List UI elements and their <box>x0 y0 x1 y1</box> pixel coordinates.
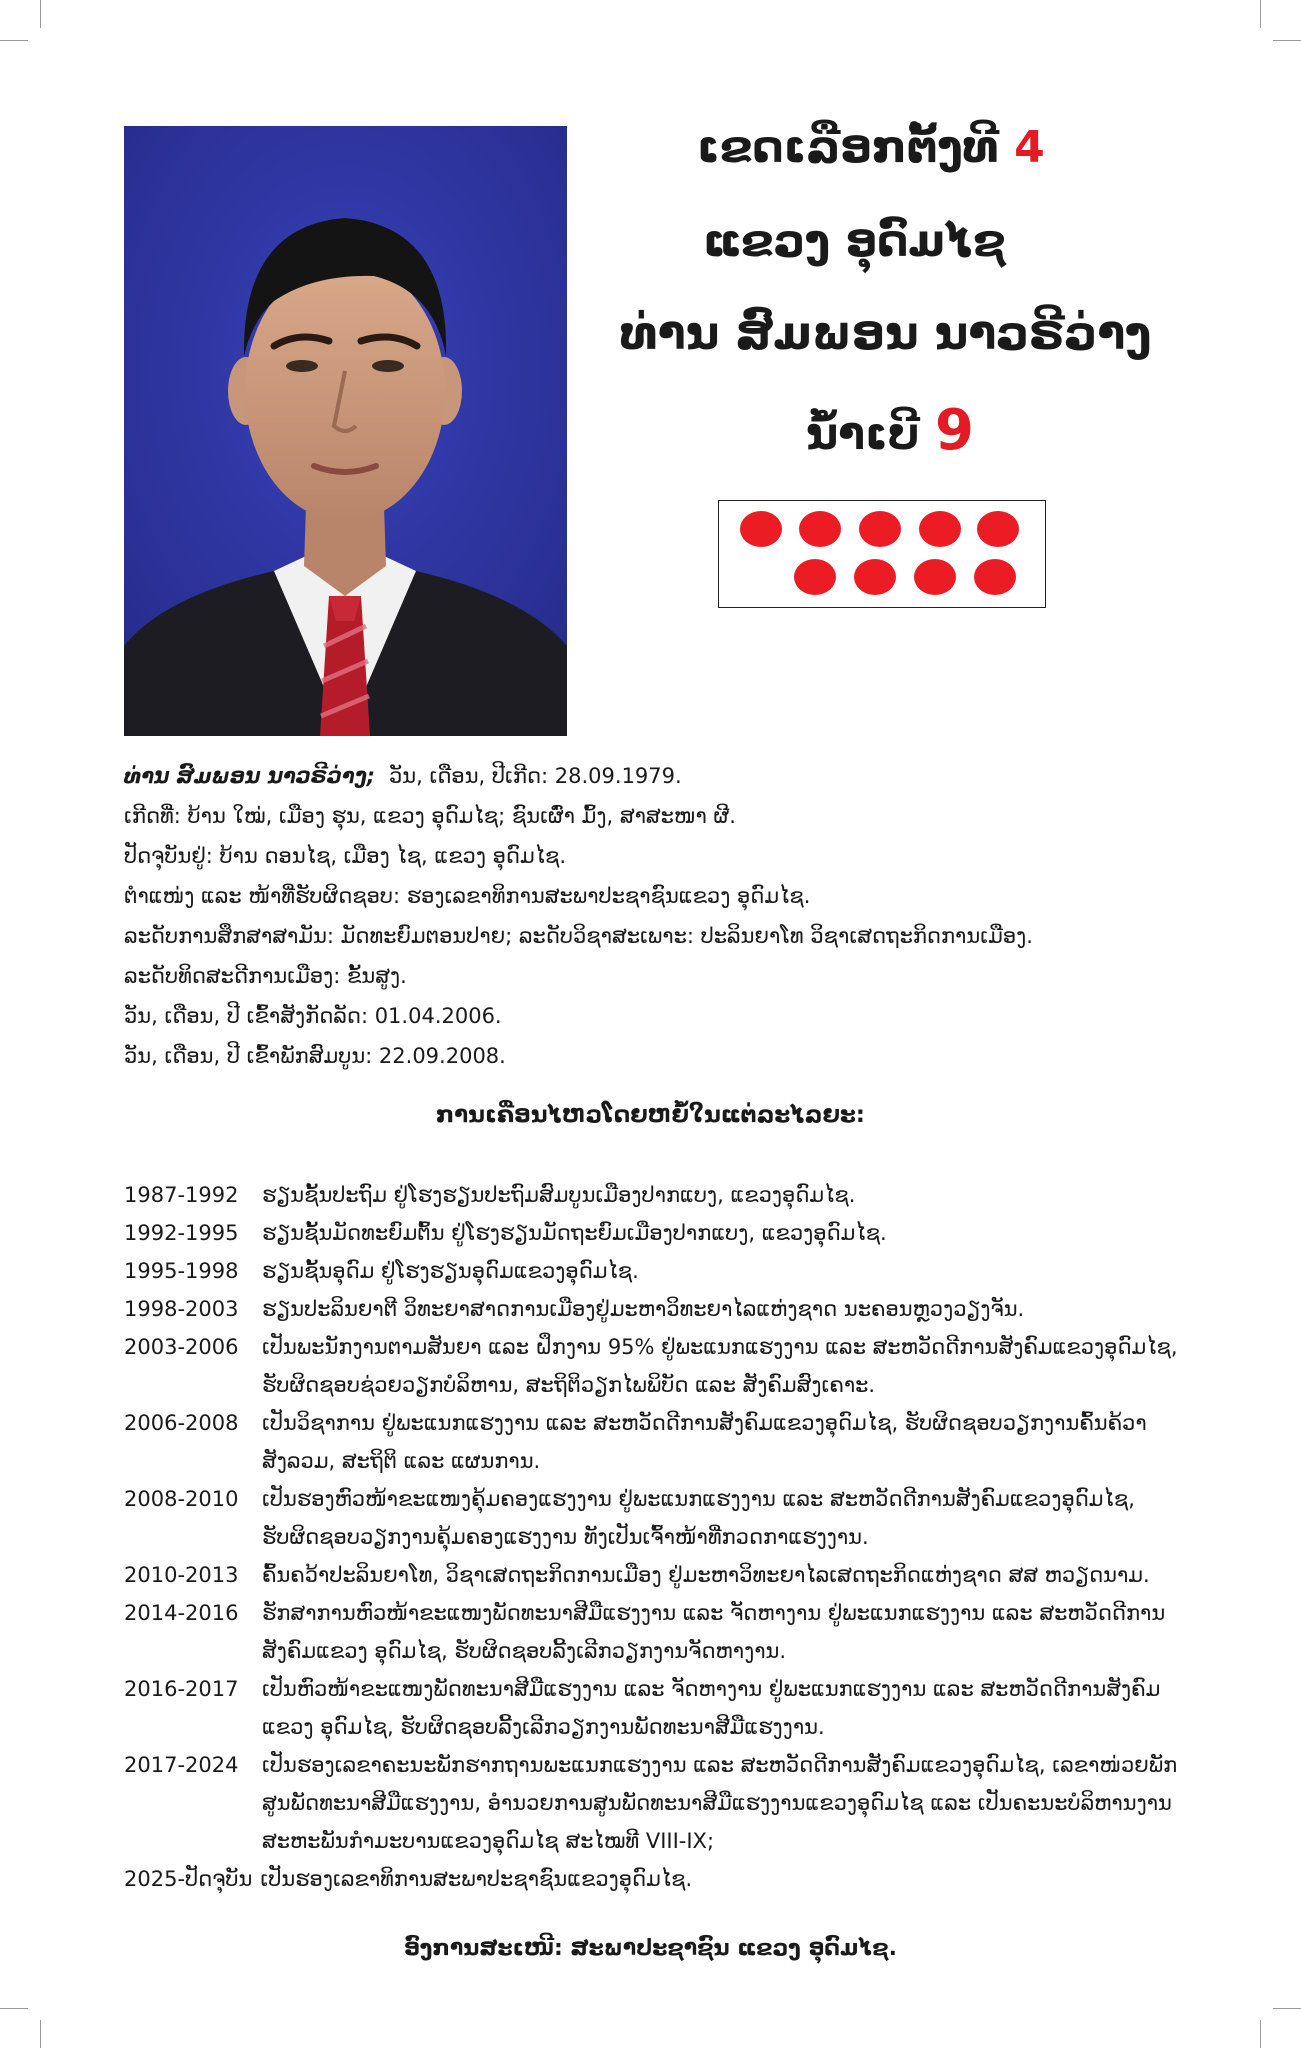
timeline-years: 2014-2016 <box>124 1601 239 1625</box>
proposing-organization: ອົງການສະເໜີ: ສະພາປະຊາຊົນ ແຂວງ ອຸດົມໄຊ. <box>404 1936 897 1961</box>
timeline-years: 2003-2006 <box>124 1335 239 1359</box>
ballot-dot <box>799 511 841 547</box>
bio-text: ວັນ, ເດືອນ, ປີເກີດ: 28.09.1979. <box>389 764 682 788</box>
bio-row: ວັນ, ເດືອນ, ປີ ເຂົ້າພັກສົມບູນ: 22.09.2008. <box>124 1044 506 1068</box>
crop-mark <box>1273 2008 1301 2009</box>
bio-row: ເກີດທີ່: ບ້ານ ໃໝ່, ເມືອງ ຮຸນ, ແຂວງ ອຸດົມໄຊ; ຊົນເຜົ່າ ມົ້ງ, ສາສະໜາ ຜີ. <box>124 804 736 828</box>
timeline-entry <box>124 1214 1204 1252</box>
timeline-text: ຮຽນຊັ້ນອຸດົມ ຢູ່ໂຮງຮຽນອຸດົມແຂວງອຸດົມໄຊ. <box>262 1259 639 1283</box>
timeline-years: 1987-1992 <box>124 1183 239 1207</box>
timeline-text: ເປັນຮອງເລຂາທິການສະພາປະຊາຊົນແຂວງອຸດົມໄຊ. <box>260 1867 693 1891</box>
district-label: ເຂດເລືອກຕັ້ງທີ <box>697 122 999 173</box>
ballot-dot <box>859 511 901 547</box>
crop-mark <box>0 40 28 41</box>
number-value: 9 <box>934 398 974 463</box>
timeline-years: 2010-2013 <box>124 1563 239 1587</box>
history-title: ການເຄື່ອນໄຫວໂດຍຫຍໍ້ໃນແຕ່ລະໄລຍະ: <box>435 1102 865 1128</box>
bio-row: ປັດຈຸບັນຢູ່: ບ້ານ ດອນໄຊ, ເມືອງ ໄຊ, ແຂວງ ອຸດົມໄຊ. <box>124 844 567 868</box>
timeline-text: ຮຽນຊັ້ນມັດທະຍົມຕົ້ນ ຢູ່ໂຮງຮຽນມັດຖະຍົມເມືອງປາກແບງ, ແຂວງອຸດົມໄຊ. <box>262 1221 887 1245</box>
timeline-entry <box>124 1670 1204 1746</box>
ballot-dot <box>854 559 896 595</box>
crop-mark <box>1260 2020 1261 2048</box>
timeline-years: 1998-2003 <box>124 1297 239 1321</box>
timeline-entry <box>124 1860 1204 1898</box>
ballot-dot <box>914 559 956 595</box>
timeline-years: 1995-1998 <box>124 1259 239 1283</box>
timeline-text: ຮຽນປະລິນຍາຕີ ວິທະຍາສາດການເມືອງຢູ່ມະຫາວິທະຍາໄລແຫ່ງຊາດ ນະຄອນຫຼວງວຽງຈັນ. <box>262 1297 1025 1321</box>
timeline-entry <box>124 1404 1204 1480</box>
bio-row: ລະດັບການສຶກສາສາມັນ: ມັດທະຍົມຕອນປາຍ; ລະດັບວິຊາສະເພາະ: ປະລິນຍາໂທ ວິຊາເສດຖະກິດການເມືອງ. <box>124 924 1033 948</box>
timeline-years: 2016-2017 <box>124 1677 239 1701</box>
timeline-entry <box>124 1328 1204 1404</box>
ballot-dot <box>794 559 836 595</box>
bio-section <box>124 756 1204 1076</box>
crop-mark <box>40 0 41 28</box>
timeline-entry <box>124 1746 1204 1860</box>
ballot-dot <box>974 559 1016 595</box>
ballot-dot <box>740 511 782 547</box>
bio-name: ທ່ານ ສົມພອນ ນາວຣີວ່າງ; <box>124 764 376 788</box>
timeline-text: ເປັນພະນັກງານຕາມສັນຍາ ແລະ ຝຶກງານ 95% ຢູ່ພະແນກແຮງງານ ແລະ ສະຫວັດດີການສັງຄົມແຂວງອຸດົມໄຊ, ຮັບຜິດຊອບຊ່ວຍວຽກບໍລິຫານ, ສະຖິຕິວຽກໄພພິບັດ ແລະ ສັງຄົມສົງເຄາະ. <box>262 1335 1178 1397</box>
timeline-entry <box>124 1176 1204 1214</box>
timeline-years: 2008-2010 <box>124 1487 239 1511</box>
timeline-text: ເປັນຮອງເລຂາຄະນະພັກຮາກຖານພະແນກແຮງງານ ແລະ ສະຫວັດດີການສັງຄົມແຂວງອຸດົມໄຊ, ເລຂາໜ່ວຍພັກສູນພັດທະນາສີມືແຮງງານ, ອຳນວຍການສູນພັດທະນາສີມືແຮງງານແຂວງອຸດົມໄຊ ແລະ ເປັນຄະນະບໍລິຫານງານສະຫະພັນກຳມະບານແຂວງອຸດົມໄຊ ສະໄໝທີ VIII-IX; <box>262 1753 1178 1853</box>
timeline-text: ຮັກສາການຫົວໜ້າຂະແໜງພັດທະນາສີມືແຮງງານ ແລະ ຈັດຫາງານ ຢູ່ພະແນກແຮງງານ ແລະ ສະຫວັດດີການສັງຄົມແຂວງ ອຸດົມໄຊ, ຮັບຜິດຊອບລີ້ງເລີກວຽກງານຈັດຫາງານ. <box>262 1601 1166 1663</box>
candidate-number-heading <box>806 398 974 463</box>
candidate-name-heading: ທ່ານ ສົມພອນ ນາວຣີວ່າງ <box>620 306 1152 360</box>
timeline-text: ຮຽນຊັ້ນປະຖົມ ຢູ່ໂຮງຮຽນປະຖົມສົມບູນເມືອງປາກແບງ, ແຂວງອຸດົມໄຊ. <box>262 1183 856 1207</box>
crop-mark <box>0 2008 28 2009</box>
bio-row: ຕຳແໜ່ງ ແລະ ໜ້າທີ່ຮັບຜິດຊອບ: ຮອງເລຂາທິການສະພາປະຊາຊົນແຂວງ ອຸດົມໄຊ. <box>124 884 811 908</box>
crop-mark <box>40 2020 41 2048</box>
crop-mark <box>1273 40 1301 41</box>
timeline-years: 2006-2008 <box>124 1411 239 1435</box>
district-heading <box>697 122 1045 173</box>
timeline-entry <box>124 1556 1204 1594</box>
timeline-entry <box>124 1252 1204 1290</box>
timeline-years: 2017-2024 <box>124 1753 239 1777</box>
ballot-dot <box>919 511 961 547</box>
timeline-entry <box>124 1290 1204 1328</box>
timeline-text: ເປັນຮອງຫົວໜ້າຂະແໜງຄຸ້ມຄອງແຮງງານ ຢູ່ພະແນກແຮງງານ ແລະ ສະຫວັດດີການສັງຄົມແຂວງອຸດົມໄຊ, ຮັບຜິດຊອບວຽກງານຄຸ້ມຄອງແຮງງານ ທັງເປັນເຈົ້າໜ້າທີ່ກວດກາແຮງງານ. <box>262 1487 1135 1549</box>
ballot-dot-box <box>718 500 1046 608</box>
history-timeline <box>124 1176 1204 1898</box>
ballot-dot <box>977 511 1019 547</box>
timeline-years: 1992-1995 <box>124 1221 239 1245</box>
timeline-text: ເປັນຫົວໜ້າຂະແໜງພັດທະນາສີມືແຮງງານ ແລະ ຈັດຫາງານ ຢູ່ພະແນກແຮງງານ ແລະ ສະຫວັດດີການສັງຄົມແຂວງ ອຸດົມໄຊ, ຮັບຜິດຊອບລີ້ງເລີກວຽກງານພັດທະນາສີມືແຮງງານ. <box>262 1677 1161 1739</box>
timeline-text: ຄົ້ນຄວ້າປະລິນຍາໂທ, ວິຊາເສດຖະກິດການເມືອງ ຢູ່ມະຫາວິທະຍາໄລເສດຖະກິດແຫ່ງຊາດ ສສ ຫວຽດນາມ. <box>262 1563 1150 1587</box>
bio-row-birthdate <box>124 756 1204 796</box>
timeline-text: ເປັນວິຊາການ ຢູ່ພະແນກແຮງງານ ແລະ ສະຫວັດດີການສັງຄົມແຂວງອຸດົມໄຊ, ຮັບຜິດຊອບວຽກງານຄົ້ນຄ້ວາ ສັງລວມ, ສະຖິຕິ ແລະ ແຜນການ. <box>262 1411 1147 1473</box>
timeline-years: 2025-ປັດຈຸບັນ <box>124 1867 253 1891</box>
province-heading: ແຂວງ ອຸດົມໄຊ <box>703 216 1006 267</box>
timeline-entry <box>124 1480 1204 1556</box>
district-number: 4 <box>1014 122 1045 173</box>
number-label: ນ້ຳເບີ <box>806 409 920 460</box>
portrait-illustration <box>124 126 567 736</box>
bio-row: ວັນ, ເດືອນ, ປີ ເຂົ້າສັງກັດລັດ: 01.04.2006. <box>124 1004 502 1028</box>
candidate-photo <box>124 126 567 736</box>
bio-row: ລະດັບທິດສະດີການເມືອງ: ຂັ້ນສູງ. <box>124 964 407 988</box>
crop-mark <box>1260 0 1261 28</box>
timeline-entry <box>124 1594 1204 1670</box>
